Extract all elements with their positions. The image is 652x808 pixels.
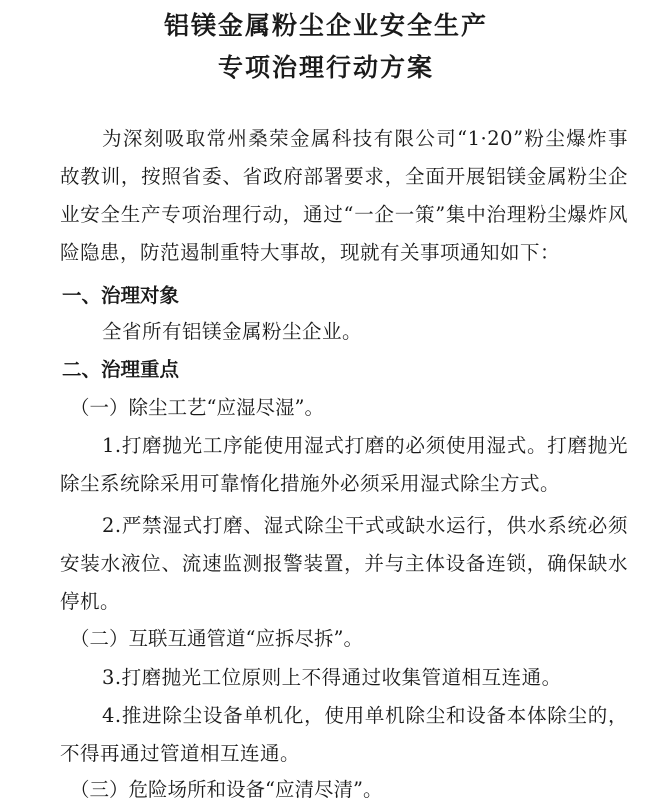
subsection-heading-pipes: （二）互联互通管道“应拆尽拆”。	[70, 627, 363, 650]
subsection-heading-wet-dust: （一）除尘工艺“应湿尽湿”。	[70, 396, 324, 419]
item-4-paragraph: 4.推进除尘设备单机化，使用单机除尘和设备本体除尘的，不得再通过管道相互连通。	[60, 704, 628, 765]
item-1-paragraph: 1.打磨抛光工序能使用湿式打磨的必须使用湿式。打磨抛光除尘系统除采用可靠惰化措施外必须采用湿式除尘方式。	[60, 434, 628, 495]
item-3-paragraph: 3.打磨抛光工位原则上不得通过收集管道相互连通。	[102, 666, 562, 689]
item-2-paragraph: 2.严禁湿式打磨、湿式除尘干式或缺水运行，供水系统必须安装水液位、流速监测报警装置，并与主体设备连锁，确保缺水停机。	[60, 514, 628, 613]
intro-paragraph: 为深刻吸取常州桑荣金属科技有限公司“1·20”粉尘爆炸事故教训，按照省委、省政府部署要求，全面开展铝镁金属粉尘企业安全生产专项治理行动，通过“一企一策”集中治理粉尘爆炸风险隐患，防范遏制重特大事故，现就有关事项通知如下：	[60, 127, 628, 264]
section-heading-priorities: 二、治理重点	[62, 358, 180, 381]
document-title-line-1: 铝镁金属粉尘企业安全生产	[163, 11, 488, 40]
subsection-heading-hazard-sites: （三）危险场所和设备“应清尽清”。	[70, 778, 383, 801]
section-heading-targets: 一、治理对象	[62, 284, 180, 307]
section-text-targets: 全省所有铝镁金属粉尘企业。	[102, 320, 363, 343]
document-title-line-2: 专项治理行动方案	[217, 53, 434, 82]
